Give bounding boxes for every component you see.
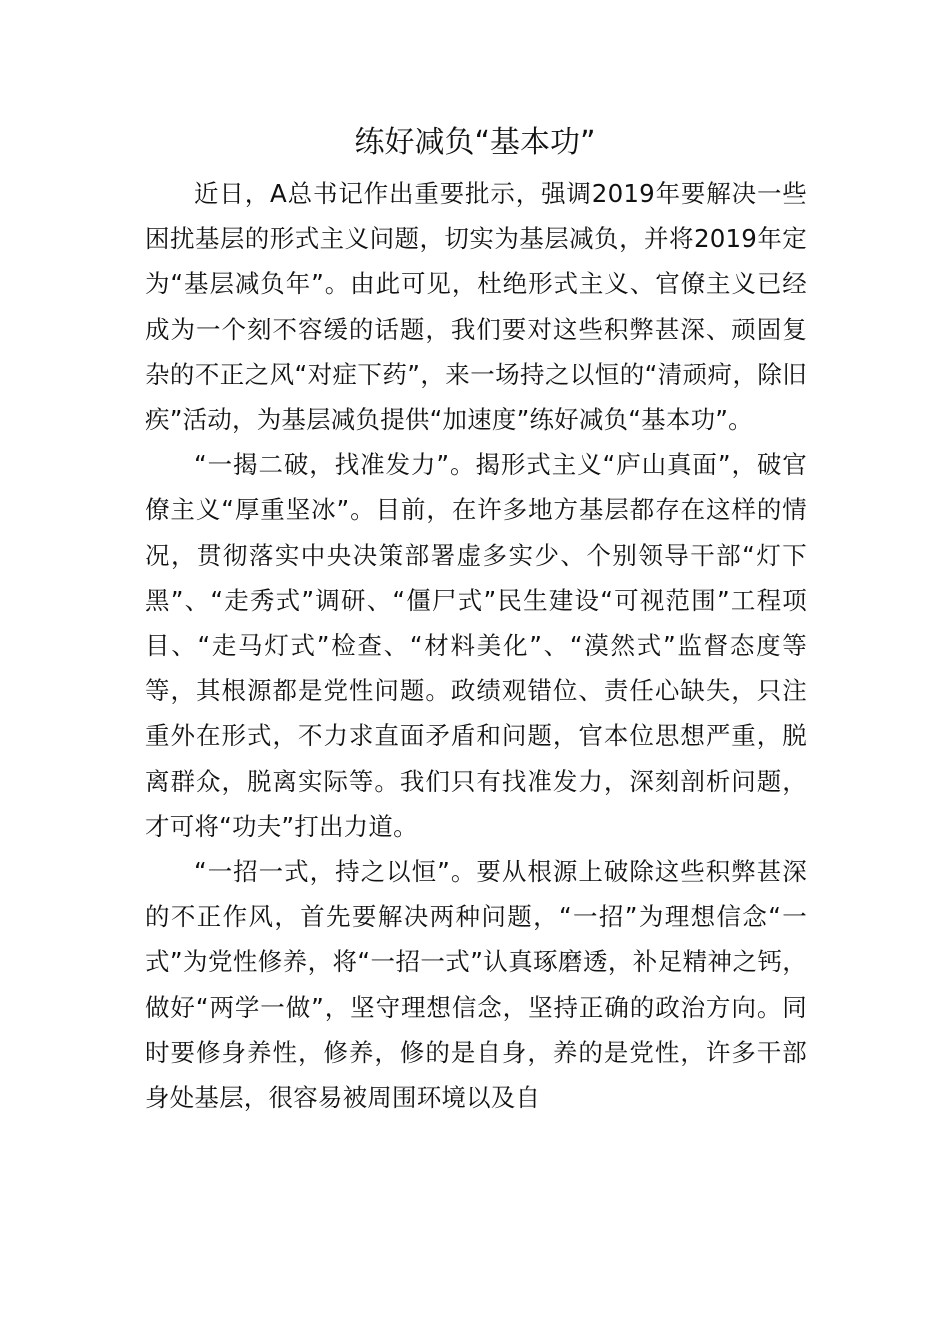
paragraph-2: “一揭二破，找准发力”。揭形式主义“庐山真面”，破官僚主义“厚重坚冰”。目前，在许多地方基层都存在这样的情况，贯彻落实中央决策部署虚多实少、个别领导干部“灯下黑”、“走秀式”调研、“僵尸式”民生建设“可视范围”工程项目、“走马灯式”检查、“材料美化”、“漠然式”监督态度等等，其根源都是党性问题。政绩观错位、责任心缺失，只注重外在形式，不力求直面矛盾和问题，官本位思想严重，脱离群众，脱离实际等。我们只有找准发力，深刻剖析问题，才可将“功夫”打出力道。 bbox=[145, 450, 807, 841]
paragraph-3: “一招一式，持之以恒”。要从根源上破除这些积弊甚深的不正作风，首先要解决两种问题，“一招”为理想信念“一式”为党性修养，将“一招一式”认真琢磨透，补足精神之钙，做好“两学一做”，坚守理想信念，坚持正确的政治方向。同时要修身养性，修养，修的是自身，养的是党性，许多干部身处基层，很容易被周围环境以及自 bbox=[145, 857, 807, 1113]
document-title: 练好减负“基本功” bbox=[354, 125, 596, 160]
document-body bbox=[145, 171, 807, 1120]
paragraph-1: 近日，A总书记作出重要批示，强调2019年要解决一些困扰基层的形式主义问题，切实为基层减负，并将2019年定为“基层减负年”。由此可见，杜绝形式主义、官僚主义已经成为一个刻不容缓的话题，我们要对这些积弊甚深、顽固复杂的不正之风“对症下药”，来一场持之以恒的“清顽疴，除旧疾”活动，为基层减负提供“加速度”练好减负“基本功”。 bbox=[145, 179, 807, 435]
